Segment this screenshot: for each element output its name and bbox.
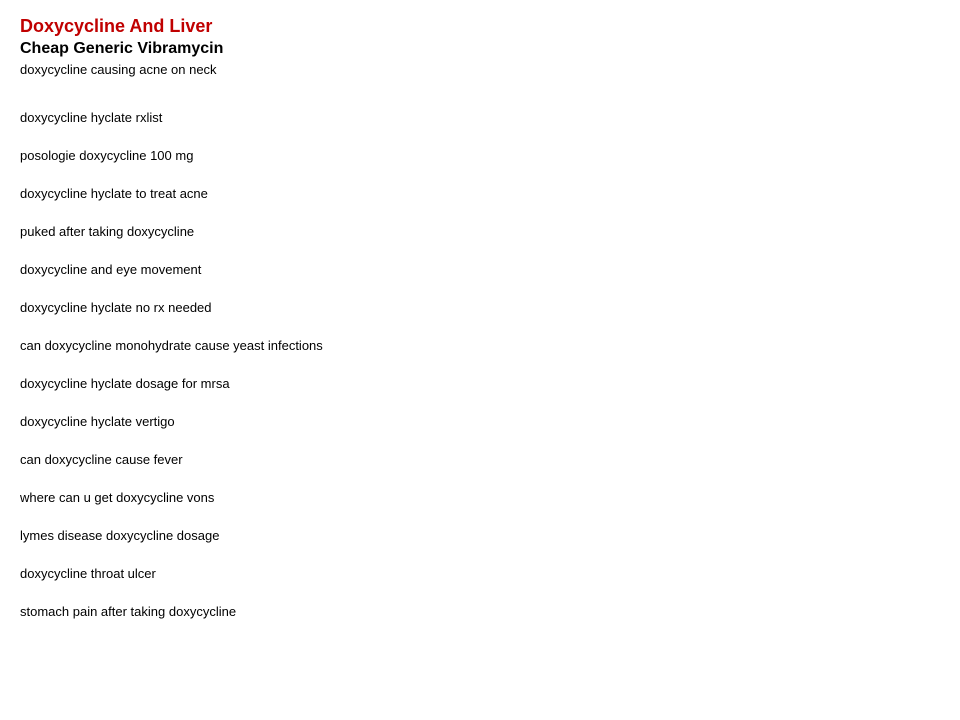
list-item: doxycycline causing acne on neck [20,62,217,77]
page-subtitle: Cheap Generic Vibramycin [20,40,224,57]
list-item: lymes disease doxycycline dosage [20,528,220,543]
list-item: doxycycline hyclate rxlist [20,110,163,125]
list-item: can doxycycline monohydrate cause yeast infections [20,338,323,353]
list-item: posologie doxycycline 100 mg [20,148,194,163]
list-item: doxycycline hyclate no rx needed [20,300,212,315]
text-list [20,60,960,631]
list-item: doxycycline hyclate to treat acne [20,186,208,201]
list-item: doxycycline throat ulcer [20,566,156,581]
list-item: where can u get doxycycline vons [20,490,215,505]
list-item: doxycycline hyclate vertigo [20,414,175,429]
page-title: Doxycycline And Liver [20,16,213,36]
list-item: doxycycline and eye movement [20,262,202,277]
list-item: doxycycline hyclate dosage for mrsa [20,376,230,391]
list-item: can doxycycline cause fever [20,452,183,467]
list-item: stomach pain after taking doxycycline [20,604,237,619]
list-item: puked after taking doxycycline [20,224,195,239]
